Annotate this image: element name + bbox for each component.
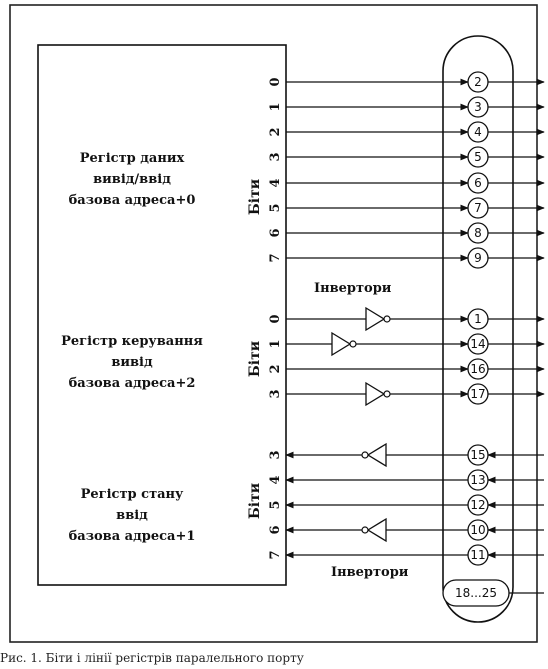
control-line-1-bit: 1 [268, 339, 283, 349]
control-register-label [17, 331, 247, 394]
control-register-name: Регістр керування [61, 334, 203, 349]
control-line-3-pin-number: 17 [470, 387, 486, 401]
data-line-5-pin-number: 7 [474, 201, 482, 215]
status-line-3-inverter-triangle [368, 519, 386, 541]
ground-pins-label: 18...25 [455, 586, 497, 600]
status-line-2-pin-number: 12 [470, 498, 486, 512]
status-line-1-pin-number: 13 [470, 473, 486, 487]
data-register-name: Регістр даних [79, 151, 185, 166]
control-line-1-inverter-triangle [332, 333, 350, 355]
data-line-5-bit: 5 [268, 203, 283, 213]
control-register-direction: вивід [111, 355, 153, 370]
control-line-2-bit: 2 [268, 364, 283, 374]
data-line-6-bit: 6 [268, 228, 283, 238]
data-line-7-bit: 7 [268, 253, 283, 263]
status-line-3-inverter-bubble [362, 527, 368, 533]
status-register-name: Регістр стану [80, 487, 184, 502]
status-line-0-pin-number: 15 [470, 448, 486, 462]
status-register-direction: ввід [116, 508, 148, 523]
data-bits-label: Біти [247, 178, 263, 216]
control-line-0-pin-number: 1 [474, 312, 482, 326]
data-line-1-bit: 1 [268, 102, 283, 112]
status-line-4-pin-number: 11 [470, 548, 486, 562]
data-register-direction: вивід/ввід [93, 172, 171, 187]
data-line-4-bit: 4 [268, 178, 283, 188]
data-line-2-bit: 2 [268, 127, 283, 137]
control-register-address: базова адреса+2 [68, 376, 196, 391]
data-line-7-pin-number: 9 [474, 251, 482, 265]
control-line-2-pin-number: 16 [470, 362, 486, 376]
control-line-1-pin-number: 14 [470, 337, 486, 351]
status-line-0-inverter-triangle [368, 444, 386, 466]
control-line-3-bit: 3 [268, 389, 283, 399]
control-line-0-bit: 0 [268, 314, 283, 324]
inverters-label-top: Інвертори [314, 281, 392, 296]
data-register-label [17, 148, 247, 211]
data-line-6-pin-number: 8 [474, 226, 482, 240]
status-line-3-pin-number: 10 [470, 523, 486, 537]
data-line-4-pin-number: 6 [474, 176, 482, 190]
data-line-0-bit: 0 [268, 77, 283, 87]
data-line-0-pin-number: 2 [474, 75, 482, 89]
status-line-4-bit: 7 [268, 550, 283, 560]
status-line-3-bit: 6 [268, 525, 283, 535]
status-line-0-inverter-bubble [362, 452, 368, 458]
control-line-1-inverter-bubble [350, 341, 356, 347]
data-line-3-bit: 3 [268, 152, 283, 162]
control-line-3-inverter-triangle [366, 383, 384, 405]
data-line-3-pin-number: 5 [474, 150, 482, 164]
control-bits-label: Біти [247, 340, 263, 378]
data-register-address: базова адреса+0 [68, 193, 196, 208]
status-register-address: базова адреса+1 [68, 529, 196, 544]
status-line-0-bit: 3 [268, 450, 283, 460]
data-line-2-pin-number: 4 [474, 125, 482, 139]
control-line-3-inverter-bubble [384, 391, 390, 397]
status-line-1-bit: 4 [268, 475, 283, 485]
control-line-0-inverter-bubble [384, 316, 390, 322]
control-line-0-inverter-triangle [366, 308, 384, 330]
status-register-label [17, 484, 247, 547]
inverters-label-bottom: Інвертори [331, 565, 409, 580]
data-line-1-pin-number: 3 [474, 100, 482, 114]
status-bits-label: Біти [247, 482, 263, 520]
figure-caption: Рис. 1. Біти і лінії регістрів паралельного порту [0, 651, 304, 665]
status-line-2-bit: 5 [268, 500, 283, 510]
